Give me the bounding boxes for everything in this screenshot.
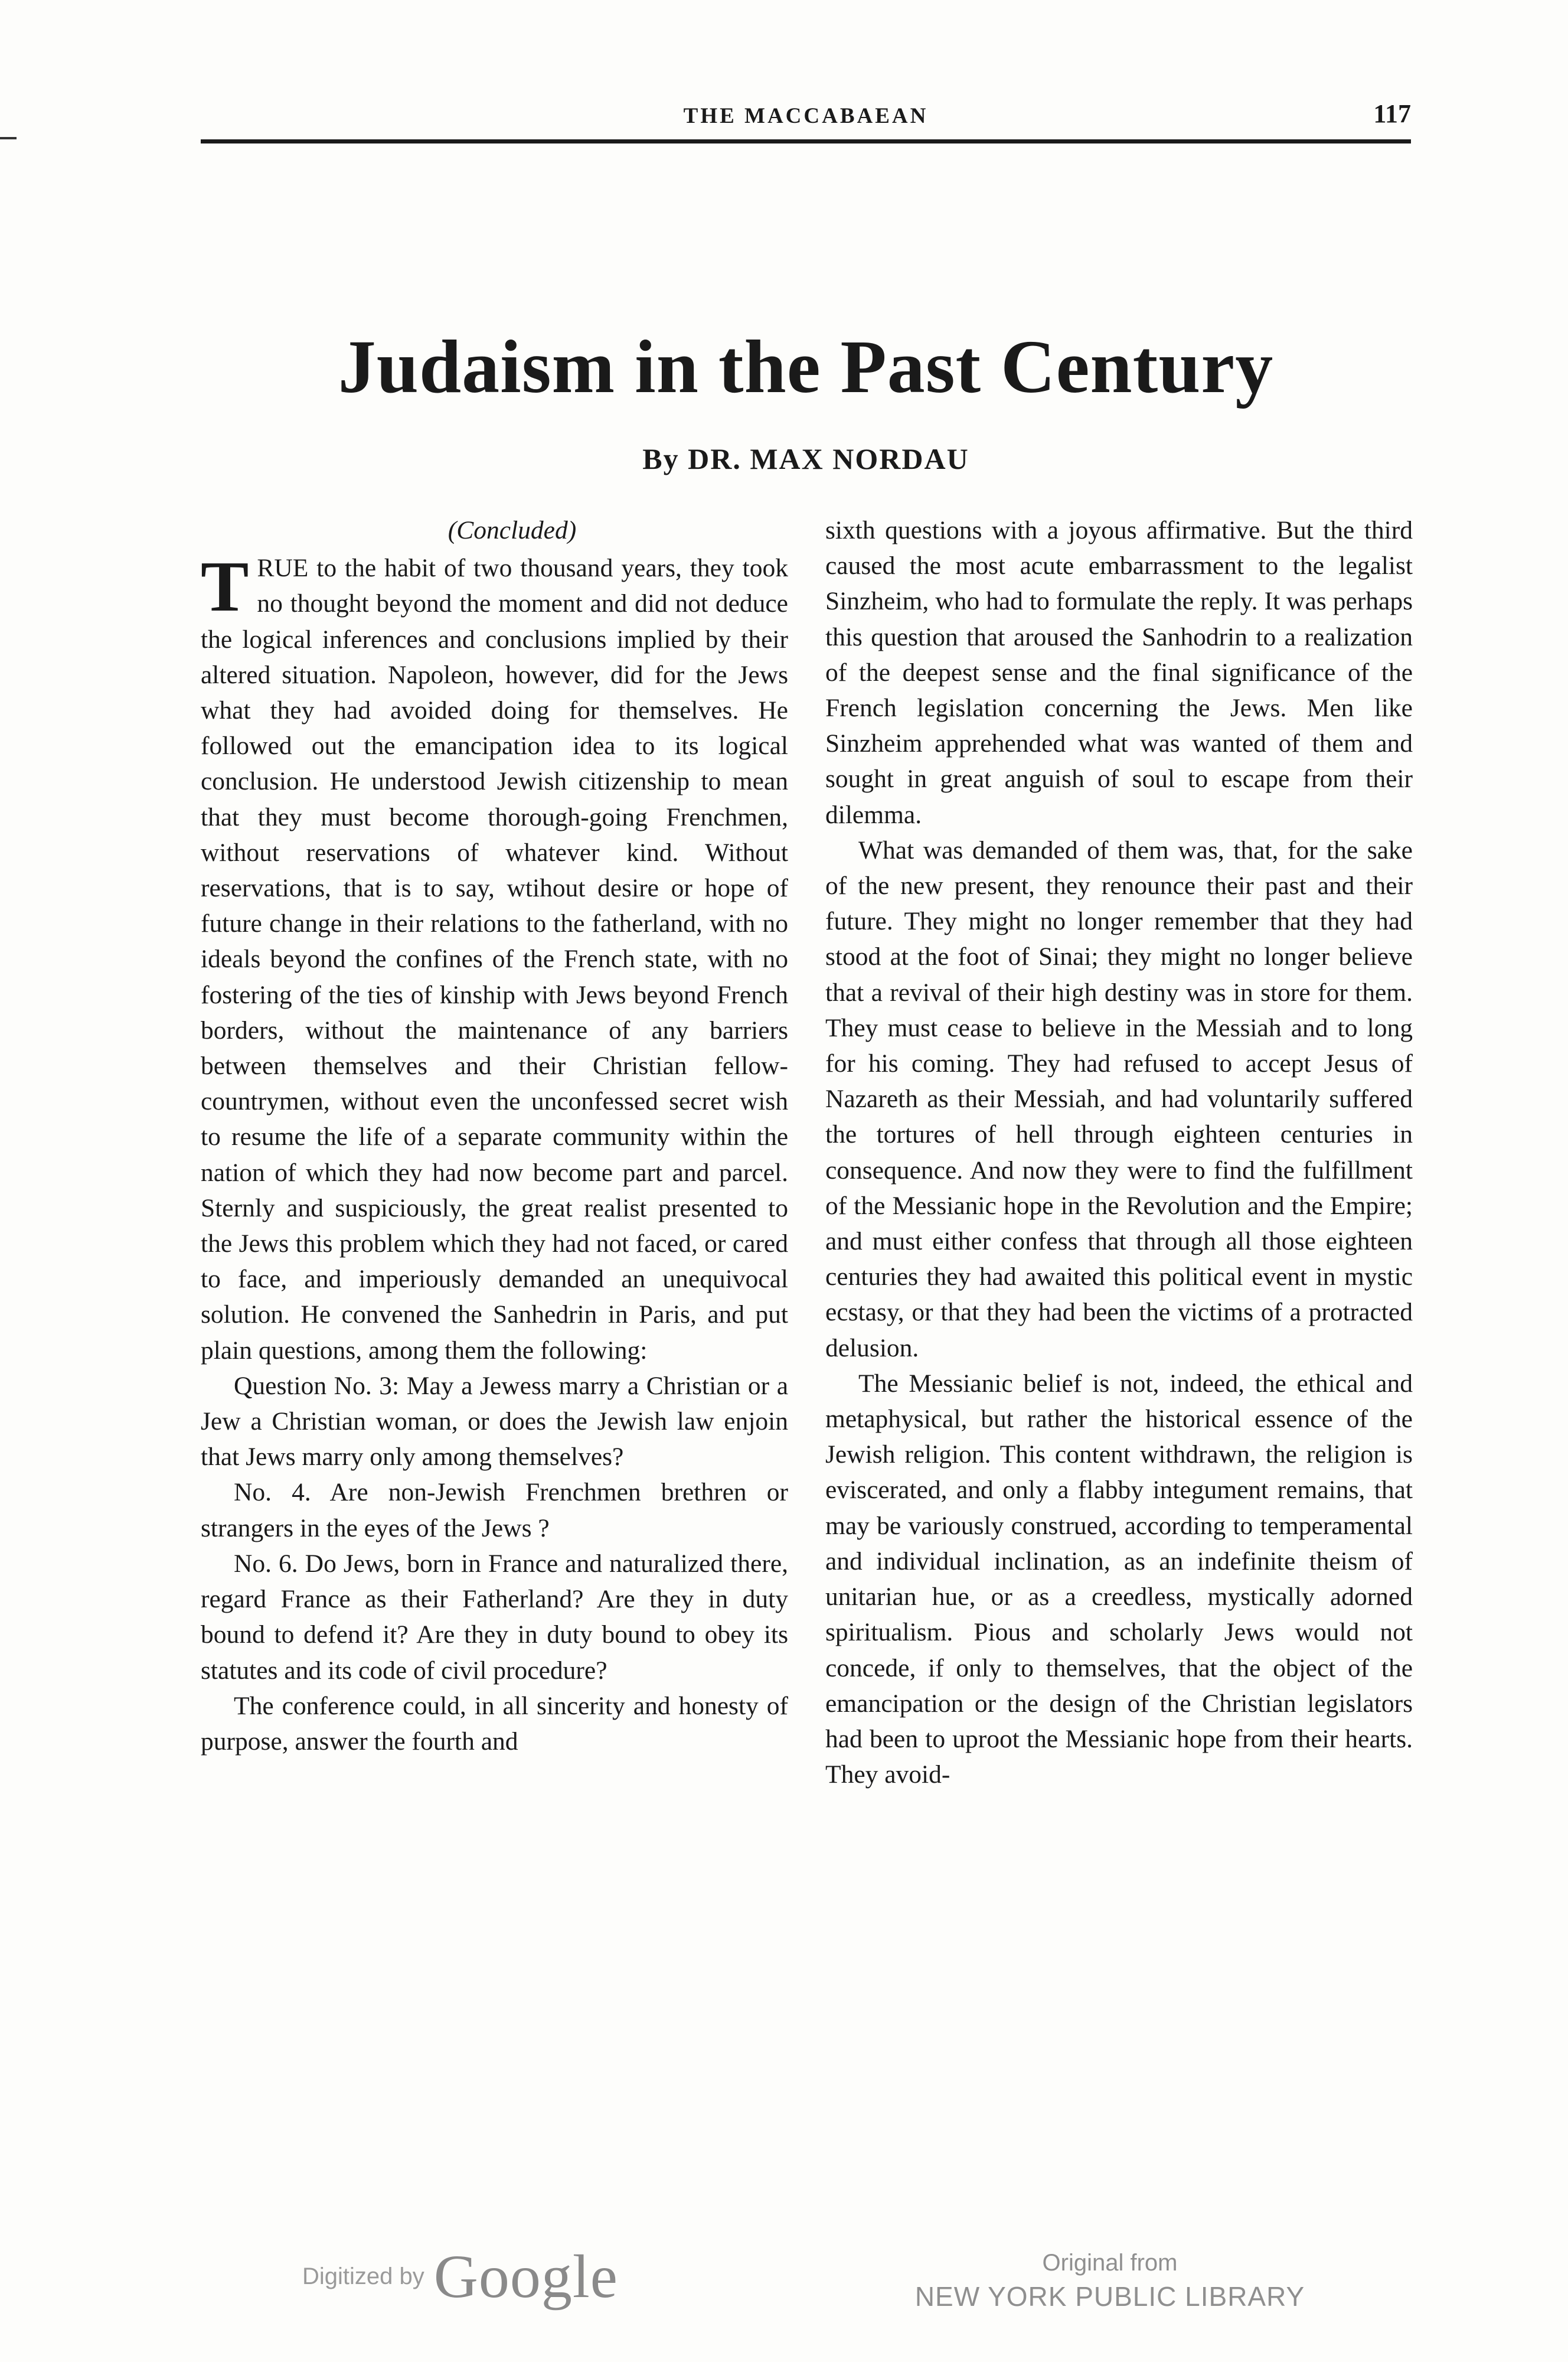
- journal-name: THE MACCABAEAN: [683, 104, 929, 128]
- original-from-label: Original from: [1042, 2250, 1178, 2276]
- right-column: [825, 513, 1413, 1792]
- left-column: [201, 513, 788, 1759]
- page-number: 117: [1373, 99, 1411, 128]
- header-rule: [201, 139, 1411, 143]
- article-byline: By DR. MAX NORDAU: [642, 442, 969, 475]
- digitized-by-label: Digitized by: [302, 2263, 424, 2289]
- library-credit: [886, 2247, 1334, 2314]
- paragraph: What was demanded of them was, that, for the sake of the new present, they renounce their past and their future. They might no longer remember that they had stood at the foot of Sinai; they might no longer believe that a revival of their high destiny was in store for them. They must cease to believe in the Messiah and to long for his coming. They had refused to accept Jesus of Nazareth as their Messiah, and had voluntarily suffered the tortures of hell through eighteen centuries in consequence. And now they were to find the fulfillment of the Messianic hope in the Revolution and the Empire; and must either confess that through all those eighteen centuries they had awaited this political event in mystic ecstasy, or that they had been the victims of a protracted delusion.: [825, 836, 1413, 1362]
- paragraph: The conference could, in all sincerity and honesty of purpose, answer the fourth and: [201, 1691, 788, 1756]
- digitized-by-google: [302, 2241, 618, 2312]
- margin-mark: [0, 137, 17, 139]
- library-name: NEW YORK PUBLIC LIBRARY: [914, 2281, 1305, 2312]
- paragraph-text: RUE to the habit of two thousand years, they took no thought beyond the moment and did not deduce the logical inferences and conclusions implied by their altered situation. Napoleon, however, did for the Jews what they had avoided doing for themselves. He followed out the emancipation idea to its logical conclusion. He understood Jewish citizenship to mean that they must become thorough-going Frenchmen, without reservations of whatever kind. Without reservations, that is to say, wtihout desire or hope of future change in their relations to the fatherland, with no ideals beyond the confines of the French state, with no fostering of the ties of kinship with Jews beyond French borders, without the maintenance of any barriers between themselves and their Christian fellow-countrymen, without even the unconfessed secret wish to resume the life of a separate community within the nation of which they had now become part and parcel. Sternly and suspiciously, the great realist presented to the Jews this problem which they had not faced, or cared to face, and imperiously demanded an unequivocal solution. He convened the Sanhedrin in Paris, and put plain questions, among them the following:: [201, 554, 788, 1365]
- concluded-note: (Concluded): [447, 516, 577, 544]
- paragraph: sixth questions with a joyous affirmative. But the third caused the most acute embarrassment to the legalist Sinzheim, who had to formulate the reply. It was perhaps this question that aroused the Sanhodrin to a realization of the deepest sense and the final significance of the French legislation concerning the Jews. Men like Sinzheim apprehended what was wanted of them and sought in great anguish of soul to escape from their dilemma.: [825, 516, 1413, 829]
- paragraph: No. 4. Are non-Jewish Frenchmen brethren or strangers in the eyes of the Jews ?: [201, 1478, 788, 1542]
- drop-cap: T: [201, 547, 249, 627]
- paragraph: Question No. 3: May a Jewess marry a Christian or a Jew a Christian woman, or does the Jewish law enjoin that Jews marry only among themselves?: [201, 1371, 788, 1472]
- paragraph: No. 6. Do Jews, born in France and naturalized there, regard France as their Fatherland? Are they in duty bound to defend it? Are they in duty bound to obey its statutes and its code of civil procedure?: [201, 1549, 788, 1685]
- article-title: Judaism in the Past Century: [338, 325, 1274, 409]
- paragraph: The Messianic belief is not, indeed, the ethical and metaphysical, but rather the historical essence of the Jewish religion. This content withdrawn, the religion is eviscerated, and only a flabby integument remains, that may be variously construed, according to temperamental and individual inclination, as an indefinite theism of unitarian hue, or as a creedless, mystically adorned spiritualism. Pious and scholarly Jews would not concede, if only to themselves, that the object of the emancipation or the design of the Christian legislators had been to uproot the Messianic hope from their hearts. They avoid-: [825, 1369, 1413, 1789]
- paragraph: [201, 547, 788, 1368]
- google-logo: Google: [433, 2242, 618, 2311]
